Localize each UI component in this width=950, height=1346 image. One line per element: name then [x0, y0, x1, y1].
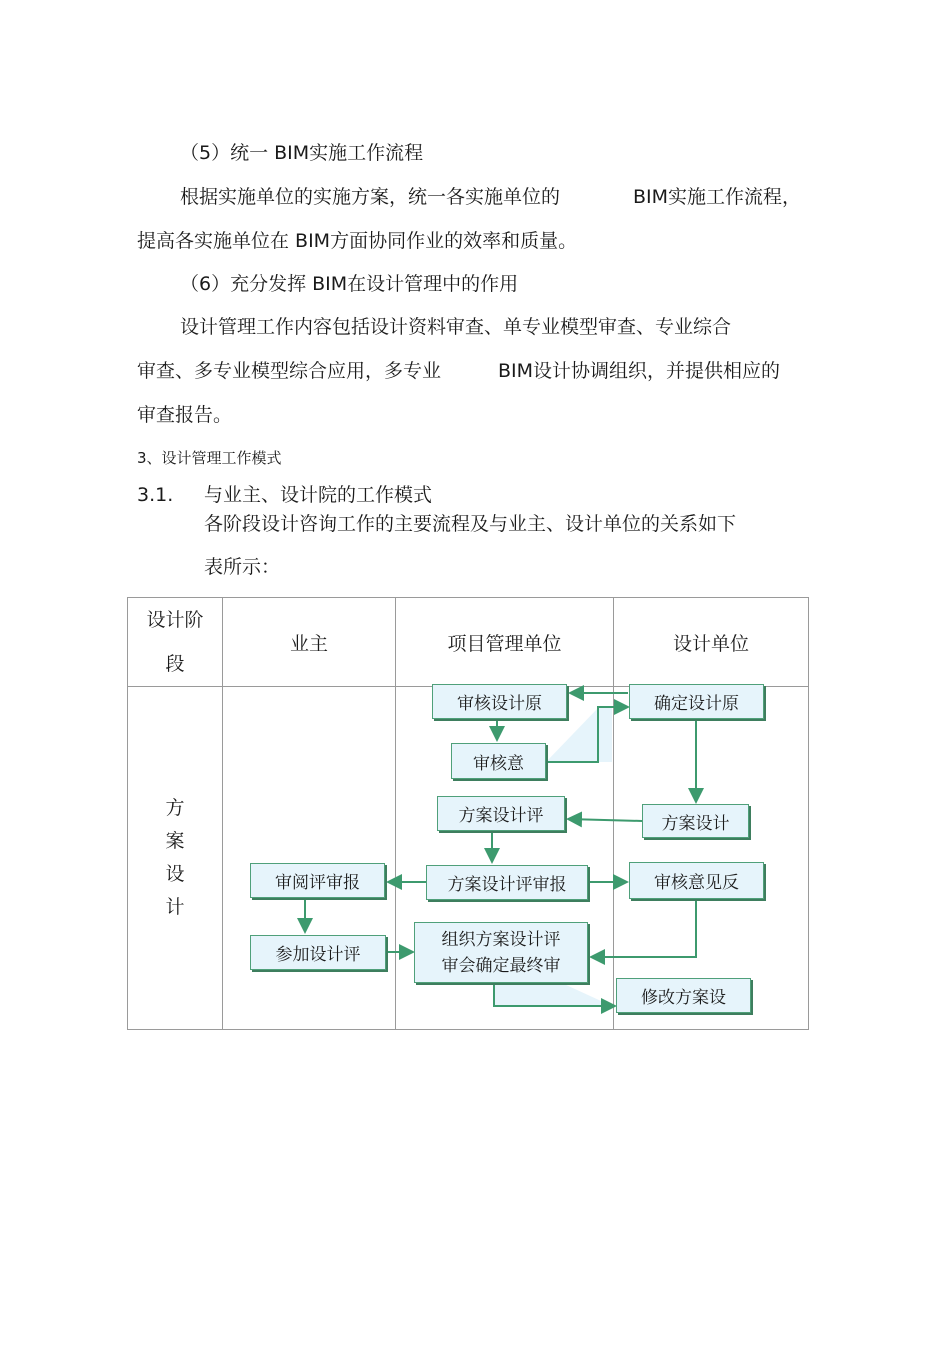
box-review-design-principle: 审核设计原	[432, 684, 567, 719]
subsection-title: 与业主、设计院的工作模式	[204, 484, 433, 506]
owner-cell	[223, 687, 396, 1030]
header-owner: 业主	[223, 598, 396, 687]
subsection-number: 3.1.	[137, 484, 174, 506]
box-review-opinion: 审核意	[451, 743, 546, 779]
paragraph-5-line1-b: BIM实施工作流程，	[633, 186, 802, 208]
box-owner-review-report: 审阅评审报	[250, 863, 385, 898]
box-revise-scheme: 修改方案设	[616, 978, 751, 1013]
paragraph-6-line1: 设计管理工作内容包括设计资料审查、单专业模型审查、专业综合	[180, 316, 732, 338]
section-heading-5: （5）统一 BIM实施工作流程	[180, 142, 424, 164]
box-scheme-design-review: 方案设计评	[437, 796, 565, 831]
box-join-design-review: 参加设计评	[250, 935, 386, 970]
header-pm-unit: 项目管理单位	[396, 598, 614, 687]
section-heading-6: （6）充分发挥 BIM在设计管理中的作用	[180, 273, 519, 295]
box-confirm-design-principle: 确定设计原	[629, 684, 764, 719]
paragraph-5-line2: 提高各实施单位在 BIM方面协同作业的效率和质量。	[137, 230, 578, 252]
paragraph-6-line3: 审查报告。	[137, 404, 233, 426]
organize-line2: 审会确定最终审	[441, 955, 561, 976]
paragraph-6-line2-b: BIM设计协调组织，并提供相应的	[498, 360, 781, 382]
intro-line1: 各阶段设计咨询工作的主要流程及与业主、设计单位的关系如下	[204, 513, 737, 535]
section-3-heading: 3、设计管理工作模式	[137, 449, 282, 467]
paragraph-6-line2-a: 审查、多专业模型综合应用，多专业	[137, 360, 442, 382]
intro-line2: 表所示：	[204, 556, 281, 578]
box-scheme-design: 方案设计	[642, 804, 749, 838]
header-stage: 设计阶段	[128, 598, 223, 687]
organize-line1: 组织方案设计评	[441, 929, 561, 950]
box-review-feedback: 审核意见反	[629, 862, 764, 899]
stage-cell: 方案设计	[128, 687, 223, 1030]
paragraph-5-line1-a: 根据实施单位的实施方案，统一各实施单位的	[180, 186, 561, 208]
box-organize-review-meeting	[414, 922, 588, 983]
box-scheme-review-report: 方案设计评审报	[426, 865, 588, 900]
header-design-unit: 设计单位	[614, 598, 809, 687]
